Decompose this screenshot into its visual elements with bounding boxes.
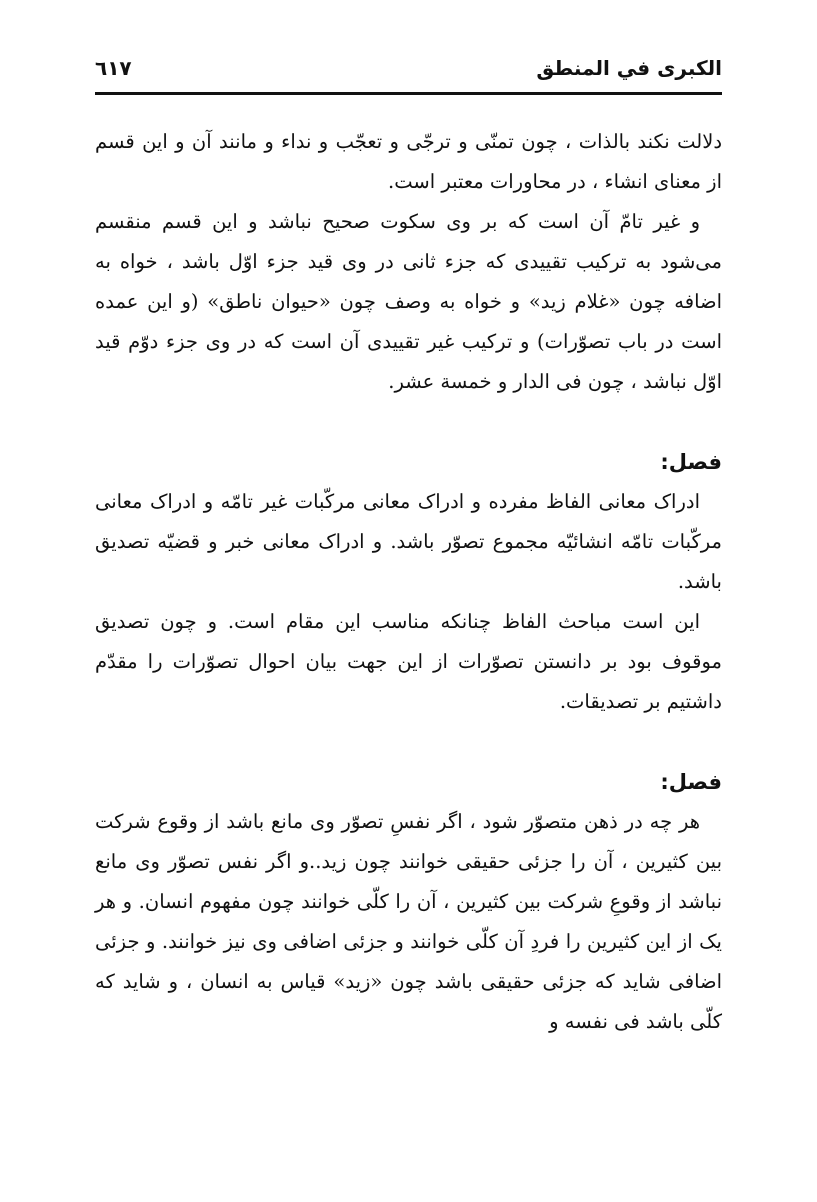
header-title: الکبری في المنطق [536, 56, 722, 80]
section-heading: فصل: [660, 770, 722, 794]
paragraph-continued: دلالت نکند بالذات ، چون تمنّی و ترجّی و تعجّب و نداء و مانند آن و این قسم از معنای انشاء ، در محاورات معتبر است. [95, 130, 722, 193]
header-rule [95, 92, 722, 95]
paragraph-words-discussion: این است مباحث الفاظ چنانکه مناسب این مقام است. و چون تصدیق موقوف بود بر دانستن تصوّرات از این جهت بیان احوال تصوّرات را مقدّم داشتیم بر تصدیقات. [95, 610, 722, 713]
section-gap [95, 722, 722, 762]
paragraph-particular-universal: هر چه در ذهن متصوّر شود ، اگر نفسِ تصوّر وی مانع باشد از وقوع شرکت بین کثیرین ، آن را جزئی حقیقی خوانند چون زید..و اگر نفس تصوّر وی مانع نباشد از وقوعِ شرکت بین کثیرین ، آن را کلّی خوانند چون مفهوم انسان. و هر یک از این کثیرین را فردِ آن کلّی خوانند و جزئی اضافی وی نیز خوانند. و جزئی اضافی شاید که جزئی حقیقی باشد چون «زید» قیاس به انسان ، و شاید که کلّی باشد فی نفسه و [95, 810, 722, 1033]
running-header [95, 48, 722, 90]
paragraph-perception: ادراک معانی الفاظ مفرده و ادراک معانی مرکّبات غیر تامّه و ادراک معانی مرکّبات تامّه انشائیّه مجموع تصوّر باشد. و ادراک معانی خبر و قضیّه تصدیق باشد. [95, 490, 722, 593]
body-text [95, 122, 722, 1042]
section-gap [95, 402, 722, 442]
paragraph-incomplete-composition: و غیر تامّ آن است که بر وی سکوت صحیح نباشد و این قسم منقسم می‌شود به ترکیب تقییدی که جزء ثانی در وی قید جزء اوّل باشد ، خواه به اضافه چون «غلام زید» و خواه به وصف چون «حیوان ناطق» (و این عمده است در باب تصوّرات) و ترکیب غیر تقییدی آن است که در وی جزء دوّم قید اوّل نباشد ، چون فی الدار و خمسة عشر. [95, 210, 722, 393]
section-heading: فصل: [660, 450, 722, 474]
page-number: ٦١٧ [95, 56, 132, 80]
